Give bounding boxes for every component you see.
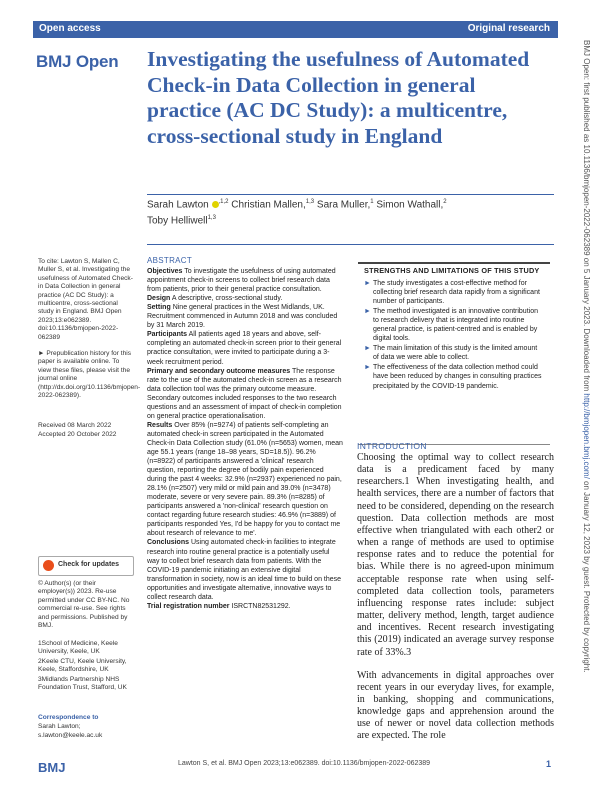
check-for-updates-button[interactable]: Check for updates (38, 556, 134, 576)
author-name[interactable]: Sara Muller, (316, 199, 371, 211)
correspondence-name: Sarah Lawton; (38, 723, 81, 730)
affiliation: 1School of Medicine, Keele University, Keele, UK (38, 640, 118, 656)
author-name[interactable]: Simon Wathall, (376, 199, 444, 211)
page-number: 1 (546, 759, 552, 769)
list-item: ► The main limitation of this study is the limited amount of data we were able to collect. (364, 345, 538, 362)
author-name[interactable]: Christian Mallen, (231, 199, 306, 211)
bullet-icon: ► (364, 280, 371, 287)
crossmark-icon (43, 560, 54, 571)
box-heading: STRENGTHS AND LIMITATIONS OF THIS STUDY (364, 266, 540, 275)
paragraph: Choosing the optimal way to collect research data is a predicament faced by many researchers.1 When investigating health, and health services, there are a number of factors that need to be considered, depending on the research question. Data collection methods are most effective when triangulated with each other2 or when a range of methods are used to optimise response rates and to reduce the potential for bias. While there is no agreed-upon minimum acceptable response rate when using self-completed data collection tools, parameters influencing response rates include: subject matter, delivery method, length, target audience and incentives. Recent research investigating this (2019) indicated an average survey response rate of 33%.3 (357, 452, 554, 658)
orcid-icon[interactable] (212, 201, 219, 208)
paragraph: With advancements in digital approaches over recent years in our everyday lives, for example, in banking, shopping and communications, knowledge gaps and apprehension around the use of newer or novel data collection methods are expected. The role (357, 669, 554, 742)
copyright-note: © Author(s) (or their employer(s)) 2023. Re-use permitted under CC BY-NC. No commercial re-use. See rights and permissions. Published by BMJ. (38, 580, 130, 630)
open-access-label: Open access (39, 23, 101, 34)
list-item: ► The study investigates a cost-effective method for collecting brief research data rapidly from a significant number of participants. (364, 280, 540, 306)
divider (147, 244, 554, 245)
correspondence-email[interactable]: s.lawton@keele.ac.uk (38, 732, 103, 739)
strengths-limitations-box (358, 262, 550, 445)
author-name[interactable]: Sarah Lawton (147, 199, 209, 211)
divider (147, 194, 554, 195)
abstract: ABSTRACT Objectives To investigate the usefulness of using automated appointment check-in screens to collect brief research data from patients, prior to their general practice consultation. Design A descriptive, cross-sectional study. Setting Nine general practices in the West Midlands, UK. Recruitment commenced in Autumn 2018 and was concluded by 31 March 2019. Participants All patients aged 18 years and above, self-completing an automated check-in screen prior to their general practice consultation, were invited to participate during a 3-week recruitment period. Primary and secondary outcome measures The response rate to the use of the automated check-in screen as a research data collection tool was the primary outcome measure. Secondary outcomes included responses to the two research questions and an assessment of impact of check-in completion on general practice operationalisation. Results Over 85% (n=9274) of patients self-completing an automated check-in screen participated in the Automated Check-in Data Collection study (61.0% (n=5653) women, mean age 55.1 years (range 18–98 years, SD=18.5)). 96.2% (n=8922) of participants answered a 'clinical' research question, reporting the degree of bodily pain experienced during the past 4 weeks: 32.9% (n=2937) experienced no pain, 28.1% (n=2507) very mild or mild pain and 39.0% (n=3478) moderate, severe or very severe pain. 89.3% (n=8285) of participants answered a 'non-clinical' research question on contact regarding future research studies: 46.9% (n=3889) of participants responded Yes, I'd be happy for you to contact me about research of relevance to me'. Conclusions Using automated check-in facilities to integrate research into routine general practice is a potentially useful way to collect brief research data from patients. With the COVID-19 pandemic initiating an extensive digital transformation in society, now is an ideal time to build on these opportunities and investigate alternative, innovative ways to collect research data. Trial registration number ISRCTN82531292. (147, 256, 343, 610)
introduction-heading: INTRODUCTION (357, 441, 427, 451)
list-item: ► The method investigated is an innovative contribution to research delivery that is integrated into routine general practice, is patient-centred and is enabled by digital tools. (364, 308, 538, 343)
correspondence-heading: Correspondence to (38, 714, 99, 721)
author-name[interactable]: Toby Helliwell (147, 215, 208, 227)
bullet-icon: ► (364, 308, 371, 316)
bullet-icon: ► (364, 345, 371, 353)
received-date: Received 08 March 2022 (38, 422, 112, 429)
top-bar (33, 21, 558, 38)
footer-logo: BMJ (38, 760, 66, 775)
affiliation: 3Midlands Partnership NHS Foundation Trust, Stafford, UK (38, 676, 127, 692)
accepted-date: Accepted 20 October 2022 (38, 431, 117, 438)
prepublication-note[interactable]: ► Prepublication history for this paper is available online. To view these files, please visit the journal online (http://dx.doi.org/10.1136/bmjopen-2022-062389). (38, 350, 141, 400)
bullet-icon: ► (364, 364, 371, 372)
list-item: ► The effectiveness of the data collection method could have been reduced by changes in consulting practices precipitated by the COVID-19 pandemic. (364, 364, 542, 390)
citation-note: To cite: Lawton S, Mallen C, Muller S, et al. Investigating the usefulness of Automated Check-in Data Collection in general practice (AC DC Study): a multicentre, cross-sectional study in England. BMJ Open 2023;13:e062389. doi:10.1136/bmjopen-2022-062389 (38, 258, 133, 341)
footer-citation: Lawton S, et al. BMJ Open 2023;13:e062389. doi:10.1136/bmjopen-2022-062389 (178, 760, 431, 767)
journal-link[interactable]: http://bmjopen.bmj.com/ (582, 393, 591, 479)
download-notice: BMJ Open: first published as 10.1136/bmjopen-2022-062389 on 5 January 2023. Downloaded from http://bmjopen.bmj.com/ on January 12, 2023 by guest. Protected by copyright. (582, 40, 591, 673)
author-list: Sarah Lawton $^{,1,2}$ Christian Mallen,$^{1,3}$ Sara Muller,$^1$ Simon Wathall,$^2$ Toby Helliwell$^{1,3}$ (147, 199, 447, 227)
article-type-label: Original research (467, 23, 550, 34)
article-title: Investigating the usefulness of Automated Check-in Data Collection in general practice (AC DC Study): a multicentre, cross-sectional study in England (147, 47, 530, 148)
affiliation: 2Keele CTU, Keele University, Keele, Staffordshire, UK (38, 658, 127, 674)
introduction-body (357, 452, 554, 743)
abstract-heading: ABSTRACT (147, 256, 193, 265)
journal-logo: BMJ Open (36, 52, 119, 71)
